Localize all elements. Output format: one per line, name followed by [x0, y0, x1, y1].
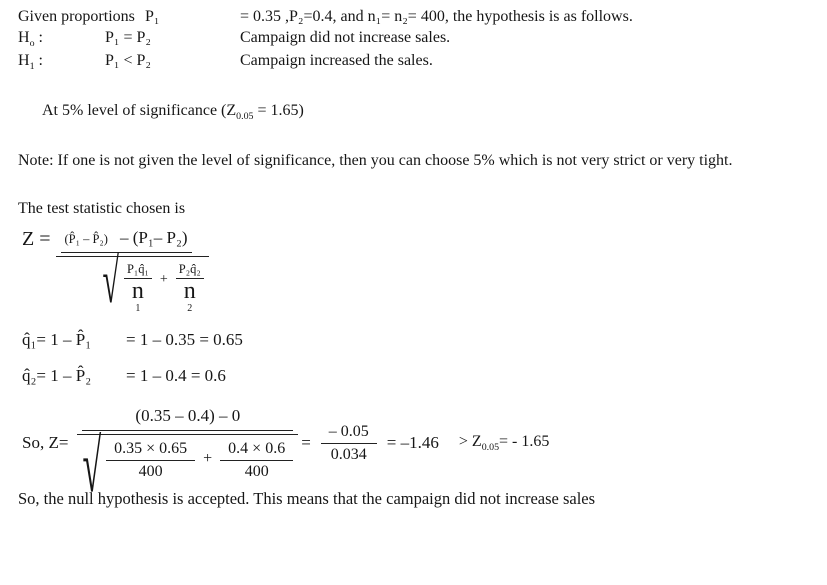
calc-term1-numerator: 0.35 × 0.65 [106, 440, 195, 461]
term2-numerator: P₂q̂₂ [176, 262, 204, 279]
so-z-label: So, Z= [22, 433, 69, 453]
h0-statement: P₁ = P₂ [105, 29, 151, 46]
calc-term2-denominator: 400 [244, 462, 269, 480]
z-numerator [61, 228, 192, 253]
sqrt-symbol: √ [82, 427, 102, 509]
fraction-bar [56, 256, 209, 257]
term2-denominator: n [183, 277, 196, 304]
q1-line [18, 330, 809, 350]
calc-term2-numerator: 0.4 × 0.6 [220, 440, 293, 461]
z-result-value: = –1.46 [386, 433, 439, 453]
calc-sqrt-terms [106, 437, 293, 481]
equals-sign: = [301, 433, 311, 453]
given-values: = 0.35 ,P₂=0.4, and n₁= n₂= 400, the hypothesis is as follows. [240, 8, 633, 25]
plus-sign: + [203, 449, 213, 467]
term1-denominator-subscript: 1 [135, 302, 141, 314]
calc-denominator [82, 427, 293, 509]
h1-subscript: 1 [29, 61, 35, 73]
variance-term-2 [176, 262, 204, 314]
comparison-pre: > Z [458, 433, 482, 451]
z-equals-label: Z = [22, 227, 51, 250]
significance-post: = 1.65) [253, 102, 304, 120]
q2-line [18, 366, 809, 386]
plus-sign: + [159, 271, 168, 287]
given-label: Given proportions [18, 8, 135, 25]
significance-pre: At 5% level of significance (Z [42, 102, 237, 120]
result-fraction [321, 423, 377, 464]
hypothesis-row-h0 [18, 29, 809, 49]
h1-letter: H [18, 52, 30, 70]
q1-definition: q̂₁= 1 – P̂₁ [22, 329, 92, 349]
q1-value: = 1 – 0.35 = 0.65 [126, 329, 243, 349]
h1-colon: : [34, 52, 43, 70]
term2-denominator-subscript: 2 [187, 302, 193, 314]
z-fraction [61, 227, 204, 317]
comparison-post: = - 1.65 [499, 433, 550, 451]
comparison-to-critical [459, 433, 550, 453]
calc-term-1 [106, 440, 195, 481]
result-numerator: – 0.05 [321, 423, 377, 444]
calc-fraction-bar [77, 434, 298, 435]
z-numerator-population-props: – (P₁– P₂) [119, 227, 188, 247]
h0-letter: H [18, 29, 30, 46]
h1-statement: P₁ < P₂ [105, 52, 151, 70]
z-formula [18, 227, 809, 317]
h0-meaning: Campaign did not increase sales. [240, 29, 451, 46]
calc-numerator: (0.35 – 0.4) – 0 [82, 406, 293, 431]
comparison-z-subscript: 0.05 [481, 442, 500, 454]
conclusion-line: So, the null hypothesis is accepted. This means that the campaign did not increase sales [18, 488, 596, 508]
calc-term1-denominator: 400 [138, 462, 163, 480]
z-denominator [102, 247, 204, 317]
h1-meaning: Campaign increased the sales. [240, 52, 433, 70]
q2-value: = 1 – 0.4 = 0.6 [126, 365, 226, 385]
hypothesis-row-h1 [18, 52, 809, 72]
significance-line [18, 102, 809, 122]
h0-label [18, 29, 105, 49]
h0-colon: : [34, 29, 43, 46]
term1-numerator: P₁q̂₁ [124, 262, 152, 279]
note-paragraph: Note: If one is not given the level of significance, then you can choose 5% which is not very strict or very tight. [18, 151, 733, 169]
q2-definition: q̂₂= 1 – P̂₂ [22, 365, 92, 385]
z-numerator-sample-props: (P̂₁ – P̂₂) [64, 231, 108, 246]
result-denominator: 0.034 [330, 445, 367, 463]
term1-denominator: n [131, 277, 144, 304]
calc-fraction [82, 405, 293, 509]
h0-subscript: o [29, 38, 35, 50]
calc-term-2 [220, 440, 293, 481]
variance-term-1 [124, 262, 152, 314]
given-line [18, 8, 809, 26]
h1-label [18, 52, 105, 72]
sqrt-symbol: √ [102, 247, 119, 317]
test-statistic-intro: The test statistic chosen is [18, 199, 186, 217]
sqrt-terms [124, 259, 204, 314]
significance-z-subscript: 0.05 [236, 111, 254, 123]
given-p1: P₁ [145, 8, 160, 25]
